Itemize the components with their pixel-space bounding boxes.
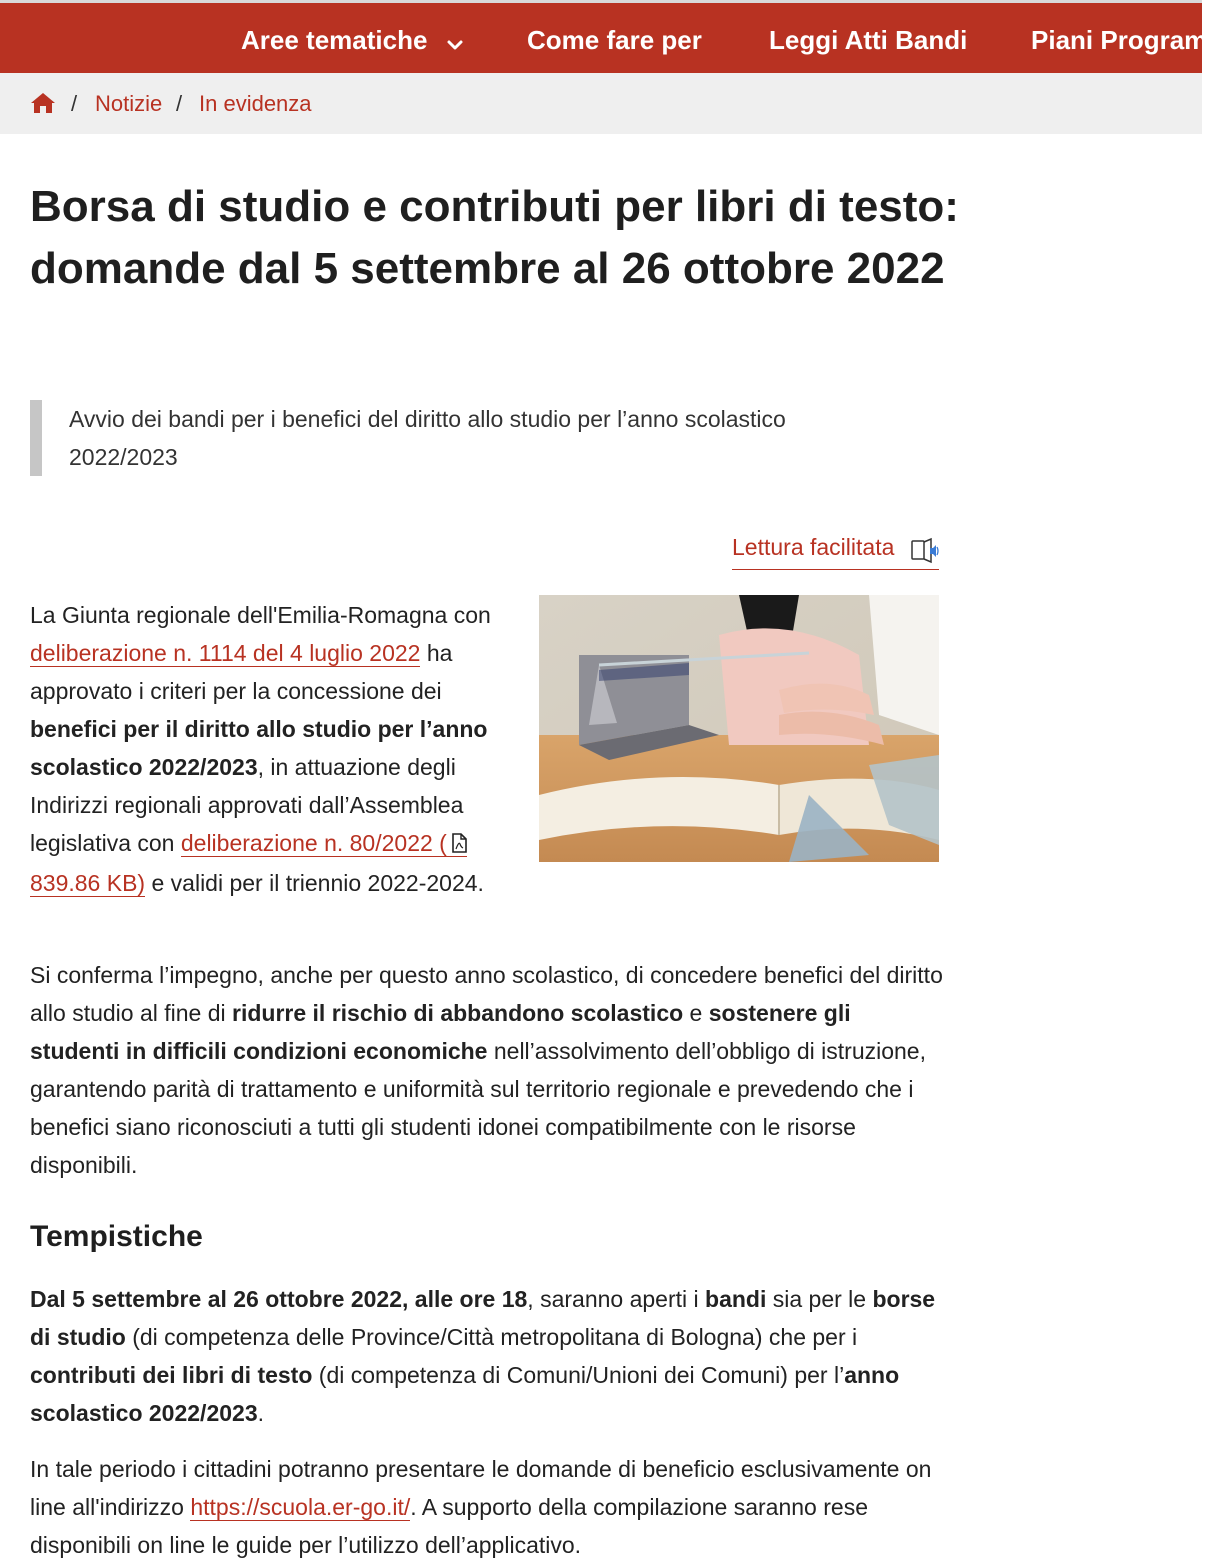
text-segment: sia per le xyxy=(766,1286,873,1312)
nav-item-label: Leggi Atti Bandi xyxy=(769,25,968,55)
link-text: deliberazione n. 80/2022 ( xyxy=(180,830,447,856)
easy-read-link[interactable] xyxy=(732,534,939,570)
scuola-er-go-link[interactable]: https://scuola.er-go.it/ xyxy=(190,1494,411,1520)
bold-segment: contributi dei libri di testo xyxy=(30,1362,313,1388)
nav-item-label: Aree tematiche xyxy=(241,25,428,55)
text-segment: e xyxy=(683,1000,709,1026)
text-segment: , saranno aperti i xyxy=(527,1286,706,1312)
article-paragraph-timing xyxy=(30,1280,945,1432)
text-segment: e validi per il triennio 2022-2024. xyxy=(145,870,484,896)
article-paragraph-commitment xyxy=(30,956,945,1184)
breadcrumb-item-notizie[interactable]: Notizie xyxy=(95,91,163,116)
top-navigation xyxy=(0,0,1230,73)
article-paragraph-intro xyxy=(30,596,498,902)
text-segment: (di competenza delle Province/Città metropolitana di Bologna) che per i xyxy=(125,1324,858,1350)
text-segment: nell’assolvimento dell’obbligo di istruzione, garantendo parità di trattamento e uniformità sul territorio regionale e prevedendo che i benefici siano riconosciuti a tutti gli studenti idonei compatibilmente con le risorse disponibili. xyxy=(30,1038,926,1178)
breadcrumb xyxy=(0,73,1202,134)
nav-item-label: Come fare per xyxy=(527,25,702,55)
bold-segment: benefici per il diritto allo studio per l’anno scolastico 2022/2023 xyxy=(30,716,488,780)
bold-segment: bandi xyxy=(705,1286,767,1312)
page-title: Borsa di studio e contributi per libri di testo: domande dal 5 settembre al 26 ottobre 2022 xyxy=(30,182,959,293)
home-icon[interactable] xyxy=(30,92,56,119)
bold-segment: Dal 5 settembre al 26 ottobre 2022, alle ore 18 xyxy=(30,1286,528,1312)
section-heading-tempistiche: Tempistiche xyxy=(30,1220,203,1253)
bold-segment: anno scolastico 2022/2023 xyxy=(30,1362,900,1426)
article-lead: Avvio dei bandi per i benefici del diritto allo studio per l’anno scolastico 2022/2023 xyxy=(30,400,830,476)
bold-segment: borse di studio xyxy=(30,1286,936,1350)
text-segment: , in attuazione degli Indirizzi regionali approvati dall’Assemblea legislativa con xyxy=(30,754,464,856)
bold-segment: sostenere gli studenti in difficili condizioni economiche xyxy=(30,1000,851,1064)
text-segment: In tale periodo i cittadini potranno presentare le domande di beneficio esclusivamente on line all'indirizzo xyxy=(30,1456,932,1520)
text-segment: (di competenza di Comuni/Unioni dei Comuni) per l’ xyxy=(312,1362,845,1388)
text-segment: ha approvato i criteri per la concessione dei xyxy=(30,640,453,704)
breadcrumb-separator: / xyxy=(176,91,183,116)
nav-item-come-fare-per[interactable] xyxy=(527,25,702,56)
nav-item-leggi-atti-bandi[interactable] xyxy=(769,25,967,56)
text-segment: . xyxy=(257,1400,264,1426)
pdf-file-icon xyxy=(451,826,467,864)
easy-read-audio-icon xyxy=(911,538,939,570)
nav-item-label: Piani Programm xyxy=(1031,25,1230,55)
bold-segment: ridurre il rischio di abbandono scolastico xyxy=(232,1000,684,1026)
text-segment: Si conferma l’impegno, anche per questo anno scolastico, di concedere benefici del diritto allo studio al fine di xyxy=(30,962,943,1026)
article-photo-students-studying xyxy=(539,595,939,862)
text-segment: La Giunta regionale dell'Emilia-Romagna con xyxy=(30,602,491,628)
article-paragraph-online xyxy=(30,1450,945,1564)
deliberation-1114-link[interactable]: deliberazione n. 1114 del 4 luglio 2022 xyxy=(30,640,421,666)
nav-item-piani-programmi[interactable] xyxy=(1031,25,1230,56)
breadcrumb-separator: / xyxy=(71,91,78,116)
chevron-down-icon xyxy=(447,27,463,58)
nav-item-aree-tematiche[interactable] xyxy=(241,25,463,58)
easy-read-label: Lettura facilitata xyxy=(732,534,895,560)
breadcrumb-item-in-evidenza[interactable]: In evidenza xyxy=(199,91,312,116)
text-segment: . A supporto della compilazione saranno rese disponibili on line le guide per l’utilizzo dell’applicativo. xyxy=(30,1494,868,1558)
link-text: 839.86 KB) xyxy=(30,870,146,896)
